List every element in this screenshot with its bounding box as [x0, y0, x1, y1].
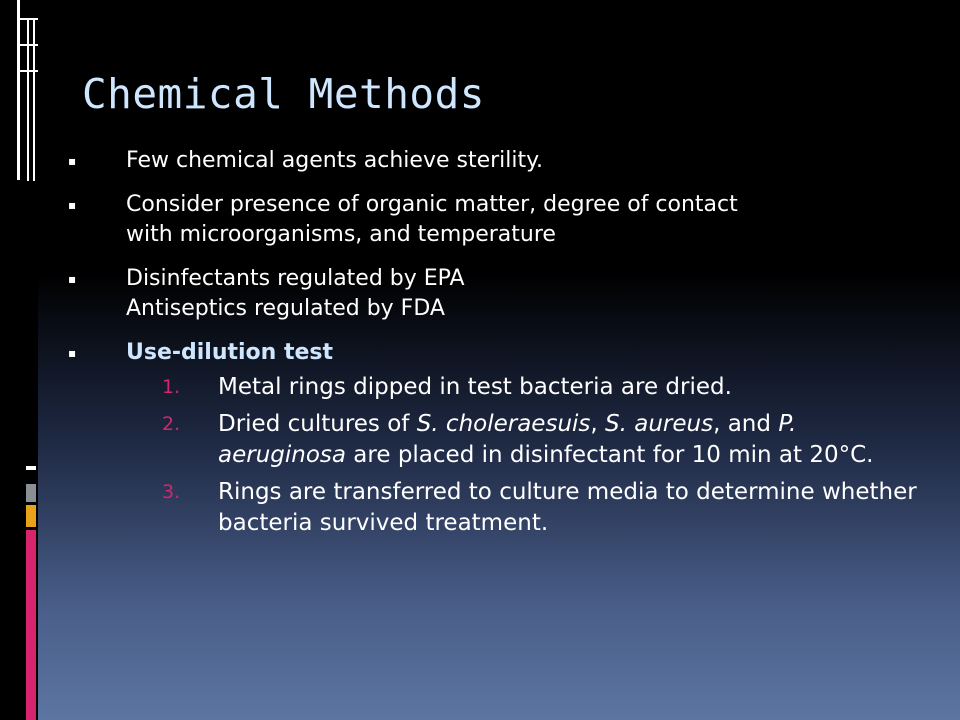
bullet-text	[126, 338, 926, 368]
step-item	[158, 477, 926, 539]
step-number: 2.	[162, 413, 181, 435]
bullet-line: Disinfectants regulated by EPA	[126, 266, 465, 291]
bullet-text	[126, 190, 926, 250]
rail-line	[17, 0, 20, 180]
numbered-steps	[158, 372, 926, 539]
step-number: 1.	[162, 376, 181, 398]
bullet-line: Antiseptics regulated by FDA	[126, 296, 445, 321]
bullet-line: Consider presence of organic matter, degree of contact	[126, 192, 738, 217]
slide-title: Chemical Methods	[82, 70, 485, 118]
step-item	[158, 409, 926, 471]
step-text: Metal rings dipped in test bacteria are dried.	[218, 374, 732, 400]
bullet-marker-icon: ▪	[68, 346, 77, 360]
bullet-item	[66, 146, 926, 176]
step-text-part: , and	[713, 411, 779, 437]
step-number: 3.	[162, 481, 181, 503]
step-text	[218, 409, 926, 471]
accent-bar-magenta	[26, 530, 36, 720]
rail-line	[20, 18, 38, 20]
step-text-part: Dried cultures of	[218, 411, 417, 437]
bullet-line: with microorganisms, and temperature	[126, 222, 556, 247]
step-text-part: are placed in disinfectant for 10 min at 20°C.	[346, 442, 874, 468]
left-rail-decoration	[0, 0, 38, 720]
bullet-line: Few chemical agents achieve sterility.	[126, 148, 544, 173]
rail-line	[27, 18, 29, 181]
bullet-marker-icon: ▪	[68, 198, 77, 212]
rail-line	[20, 44, 38, 46]
organism-name: S. aureus	[605, 411, 714, 437]
slide-content	[66, 146, 926, 545]
accent-bar-gray	[26, 484, 36, 502]
step-text: Rings are transferred to culture media to determine whether bacteria survived treatment.	[218, 479, 917, 536]
bullet-text	[126, 146, 926, 176]
accent-bar-gold	[26, 505, 36, 527]
accent-bar-white	[26, 466, 36, 470]
rail-line	[33, 18, 35, 181]
bullet-marker-icon: ▪	[68, 154, 77, 168]
step-text-part: ,	[590, 411, 606, 437]
rail-line	[20, 70, 38, 72]
bullet-text	[126, 264, 926, 324]
bullet-item	[66, 190, 926, 250]
step-item	[158, 372, 926, 403]
organism-name: P. aeruginosa	[218, 411, 797, 468]
bullet-marker-icon: ▪	[68, 272, 77, 286]
bullet-line: Use-dilution test	[126, 340, 334, 365]
bullet-item-use-dilution-test	[66, 338, 926, 368]
bullet-item	[66, 264, 926, 324]
organism-name: S. choleraesuis	[416, 411, 591, 437]
